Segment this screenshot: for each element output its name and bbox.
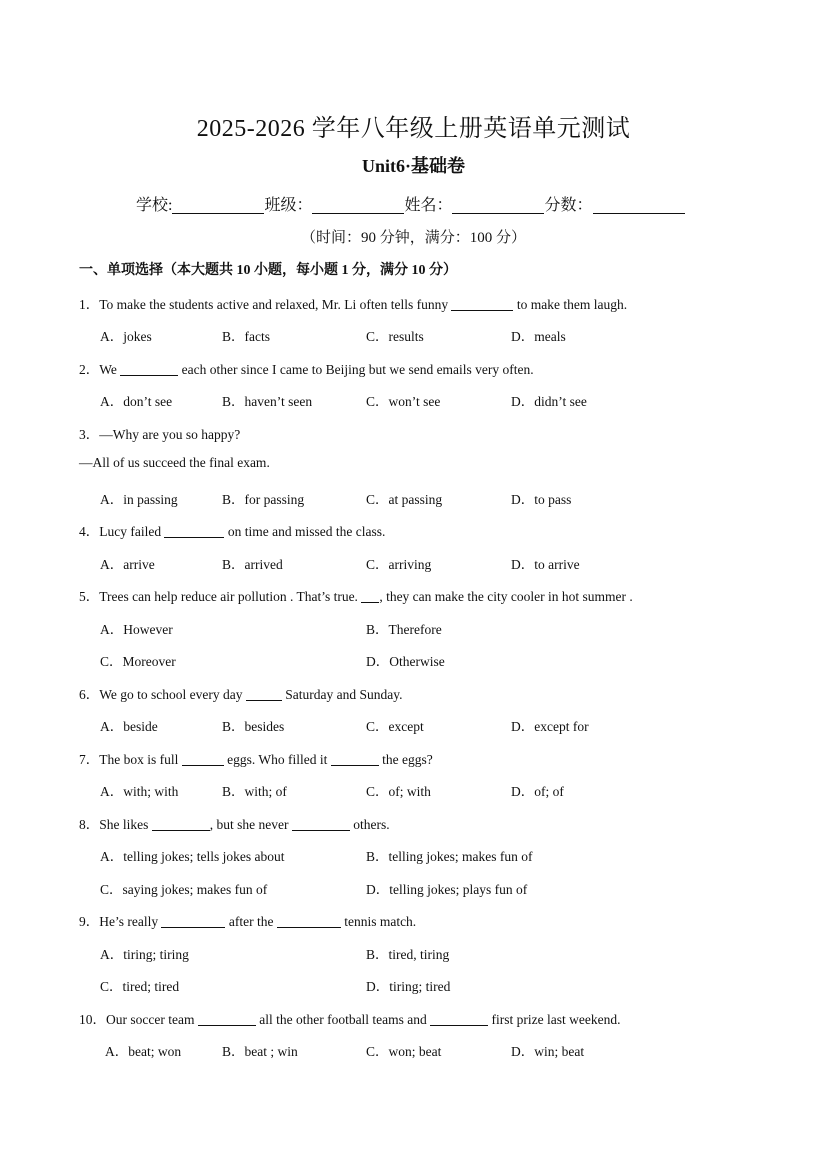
school-blank	[172, 197, 264, 214]
school-label: 学校:	[136, 197, 173, 214]
q7-option-d: D．of; of	[511, 784, 564, 799]
answer-blank	[182, 753, 224, 766]
question-9-stem: 9．He’s really after the tennis match.	[79, 914, 417, 929]
question-5-stem: 5．Trees can help reduce air pollution . That’s true. , they can make the city cooler in hot summer .	[79, 589, 633, 604]
name-blank	[452, 197, 544, 214]
q9-option-b: B．tired, tiring	[366, 947, 450, 962]
q9-option-d: D．tiring; tired	[366, 979, 451, 994]
q5-option-a: A．However	[100, 622, 173, 637]
q1-option-d: D．meals	[511, 329, 566, 344]
q5-option-c: C．Moreover	[100, 654, 176, 669]
q7-option-c: C．of; with	[366, 784, 431, 799]
score-label: 分数：	[544, 197, 593, 214]
q5-option-d: D．Otherwise	[366, 654, 445, 669]
q10-option-a: A．beat; won	[105, 1044, 182, 1059]
section-title: 一、单项选择（本大题共 10 小题，每小题 1 分，满分 10 分）	[79, 263, 457, 278]
q8-option-b: B．telling jokes; makes fun of	[366, 849, 533, 864]
q4-option-d: D．to arrive	[511, 557, 580, 572]
time-note: （时间：90 分钟，满分：100 分）	[300, 230, 526, 246]
q1-option-c: C．results	[366, 329, 424, 344]
question-1-stem: 1．To make the students active and relaxed, Mr. Li often tells funny to make them laugh.	[79, 297, 628, 312]
document-subtitle: Unit6·基础卷	[361, 156, 465, 176]
answer-blank	[277, 915, 341, 928]
question-3-dialogue: —All of us succeed the final exam.	[79, 455, 270, 470]
answer-blank	[451, 298, 513, 311]
q7-option-a: A．with; with	[100, 784, 179, 799]
q9-option-a: A．tiring; tiring	[100, 947, 189, 962]
q3-option-d: D．to pass	[511, 492, 572, 507]
q6-option-c: C．except	[366, 719, 424, 734]
student-info-row	[136, 192, 685, 215]
answer-blank	[198, 1013, 256, 1026]
answer-blank	[164, 525, 224, 538]
q7-option-b: B．with; of	[222, 784, 287, 799]
answer-blank	[161, 915, 225, 928]
q3-option-b: B．for passing	[222, 492, 305, 507]
q8-option-c: C．saying jokes; makes fun of	[100, 882, 268, 897]
q10-option-b: B．beat ; win	[222, 1044, 298, 1059]
document-title: 2025-2026 学年八年级上册英语单元测试	[196, 116, 631, 142]
question-6-stem: 6．We go to school every day Saturday and Sunday.	[79, 687, 403, 702]
q8-option-a: A．telling jokes; tells jokes about	[100, 849, 285, 864]
q4-option-a: A．arrive	[100, 557, 155, 572]
answer-blank	[430, 1013, 488, 1026]
answer-blank	[120, 363, 178, 376]
q2-option-a: A．don’t see	[100, 394, 173, 409]
class-blank	[312, 197, 404, 214]
q9-option-c: C．tired; tired	[100, 979, 180, 994]
q3-option-a: A．in passing	[100, 492, 178, 507]
q1-option-a: A．jokes	[100, 329, 152, 344]
q2-option-b: B．haven’t seen	[222, 394, 313, 409]
answer-blank	[361, 590, 379, 603]
q6-option-d: D．except for	[511, 719, 589, 734]
answer-blank	[246, 688, 282, 701]
answer-blank	[331, 753, 379, 766]
q10-option-d: D．win; beat	[511, 1044, 585, 1059]
q3-option-c: C．at passing	[366, 492, 443, 507]
q6-option-b: B．besides	[222, 719, 285, 734]
q4-option-c: C．arriving	[366, 557, 432, 572]
q2-option-d: D．didn’t see	[511, 394, 587, 409]
answer-blank	[152, 818, 210, 831]
question-2-stem: 2．We each other since I came to Beijing but we send emails very often.	[79, 362, 534, 377]
q2-option-c: C．won’t see	[366, 394, 441, 409]
score-blank	[593, 197, 685, 214]
class-label: 班级：	[264, 197, 313, 214]
question-3-stem: 3．—Why are you so happy?	[79, 427, 241, 442]
q5-option-b: B．Therefore	[366, 622, 442, 637]
q10-option-c: C．won; beat	[366, 1044, 442, 1059]
name-label: 姓名：	[404, 197, 453, 214]
question-8-stem: 8．She likes , but she never others.	[79, 817, 390, 832]
question-10-stem: 10．Our soccer team all the other football teams and first prize last weekend.	[79, 1012, 621, 1027]
q4-option-b: B．arrived	[222, 557, 283, 572]
q8-option-d: D．telling jokes; plays fun of	[366, 882, 528, 897]
q1-option-b: B．facts	[222, 329, 270, 344]
question-4-stem: 4．Lucy failed on time and missed the class.	[79, 524, 386, 539]
q6-option-a: A．beside	[100, 719, 158, 734]
answer-blank	[292, 818, 350, 831]
question-7-stem: 7．The box is full eggs. Who filled it the eggs?	[79, 752, 433, 767]
